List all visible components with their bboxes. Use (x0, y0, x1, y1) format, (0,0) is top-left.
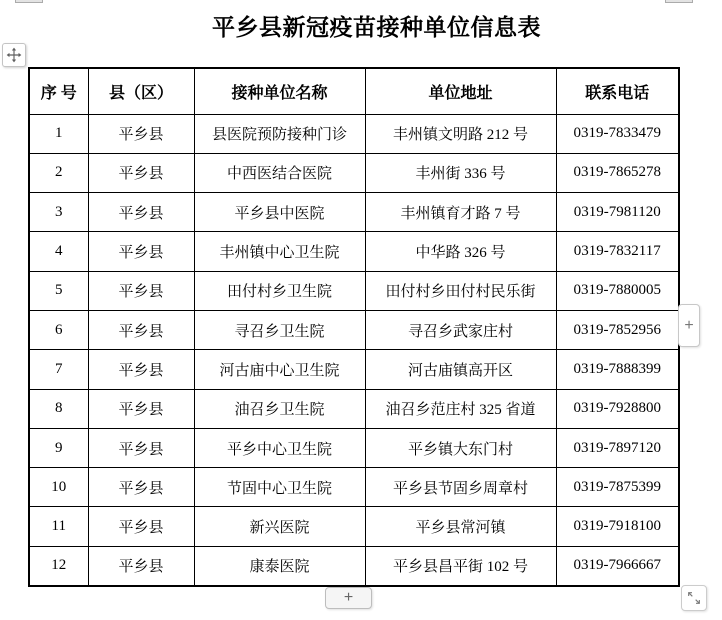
move-icon (6, 47, 22, 63)
table-cell[interactable]: 6 (29, 310, 88, 349)
column-header[interactable]: 县（区） (88, 68, 194, 114)
table-cell[interactable]: 平乡县 (88, 350, 194, 389)
table-cell[interactable]: 丰州街 336 号 (365, 153, 556, 192)
table-cell[interactable]: 田付村乡卫生院 (194, 271, 365, 310)
plus-icon: + (684, 316, 694, 334)
table-row (29, 507, 679, 546)
table-cell[interactable]: 5 (29, 271, 88, 310)
table-cell[interactable]: 12 (29, 546, 88, 585)
table-cell[interactable]: 平乡中心卫生院 (194, 428, 365, 467)
table-header-row (29, 68, 679, 114)
table-cell[interactable]: 平乡镇大东门村 (365, 428, 556, 467)
table-cell[interactable]: 中西医结合医院 (194, 153, 365, 192)
table-cell[interactable]: 平乡县 (88, 232, 194, 271)
table-cell[interactable]: 0319-7852956 (556, 310, 679, 349)
table-cell[interactable]: 0319-7918100 (556, 507, 679, 546)
column-header[interactable]: 接种单位名称 (194, 68, 365, 114)
table-cell[interactable]: 平乡县昌平街 102 号 (365, 546, 556, 585)
table-cell[interactable]: 平乡县 (88, 546, 194, 585)
table-cell[interactable]: 7 (29, 350, 88, 389)
table-body (29, 114, 679, 586)
table-resize-handle[interactable] (681, 585, 707, 611)
table-cell[interactable]: 田付村乡田付村民乐街 (365, 271, 556, 310)
document-title: 平乡县新冠疫苗接种单位信息表 (212, 15, 541, 40)
plus-icon: + (343, 589, 354, 606)
column-header[interactable]: 单位地址 (365, 68, 556, 114)
table-row (29, 310, 679, 349)
table-cell[interactable]: 县医院预防接种门诊 (194, 114, 365, 153)
table-cell[interactable]: 0319-7966667 (556, 546, 679, 585)
table-cell[interactable]: 寻召乡卫生院 (194, 310, 365, 349)
table-cell[interactable]: 8 (29, 389, 88, 428)
column-header[interactable]: 序 号 (29, 68, 88, 114)
table-row (29, 232, 679, 271)
top-edge-fragment-left (15, 0, 43, 3)
table-cell[interactable]: 0319-7928800 (556, 389, 679, 428)
table-cell[interactable]: 2 (29, 153, 88, 192)
table-cell[interactable]: 油召乡范庄村 325 省道 (365, 389, 556, 428)
table-cell[interactable]: 平乡县常河镇 (365, 507, 556, 546)
table-cell[interactable]: 4 (29, 232, 88, 271)
header-row (29, 68, 679, 114)
table-row (29, 193, 679, 232)
table-row (29, 350, 679, 389)
table-cell[interactable]: 平乡县 (88, 114, 194, 153)
table-cell[interactable]: 平乡县 (88, 468, 194, 507)
table-row (29, 271, 679, 310)
table-cell[interactable]: 0319-7880005 (556, 271, 679, 310)
table-cell[interactable]: 0319-7897120 (556, 428, 679, 467)
table-cell[interactable]: 河古庙镇高开区 (365, 350, 556, 389)
table-cell[interactable]: 平乡县 (88, 428, 194, 467)
table-cell[interactable]: 中华路 326 号 (365, 232, 556, 271)
table-cell[interactable]: 1 (29, 114, 88, 153)
column-header[interactable]: 联系电话 (556, 68, 679, 114)
table-cell[interactable]: 9 (29, 428, 88, 467)
table-move-handle[interactable] (2, 43, 26, 67)
table-cell[interactable]: 平乡县 (88, 507, 194, 546)
table-cell[interactable]: 11 (29, 507, 88, 546)
table-cell[interactable]: 平乡县节固乡周章村 (365, 468, 556, 507)
table-row (29, 546, 679, 585)
table-cell[interactable]: 3 (29, 193, 88, 232)
vaccination-units-table (28, 67, 680, 587)
table-cell[interactable]: 0319-7832117 (556, 232, 679, 271)
table-cell[interactable]: 康泰医院 (194, 546, 365, 585)
table-cell[interactable]: 丰州镇文明路 212 号 (365, 114, 556, 153)
table-cell[interactable]: 平乡县 (88, 310, 194, 349)
table-row (29, 114, 679, 153)
table-row (29, 389, 679, 428)
add-column-button[interactable] (678, 304, 700, 347)
table-cell[interactable]: 寻召乡武家庄村 (365, 310, 556, 349)
table-cell[interactable]: 丰州镇育才路 7 号 (365, 193, 556, 232)
resize-diagonal-icon (686, 590, 702, 606)
add-row-button[interactable] (325, 587, 372, 609)
table-cell[interactable]: 0319-7833479 (556, 114, 679, 153)
table-row (29, 153, 679, 192)
table-cell[interactable]: 0319-7875399 (556, 468, 679, 507)
table-cell[interactable]: 平乡县 (88, 193, 194, 232)
table-row (29, 428, 679, 467)
table-cell[interactable]: 平乡县 (88, 271, 194, 310)
table-row (29, 468, 679, 507)
table-cell[interactable]: 新兴医院 (194, 507, 365, 546)
top-edge-fragment-right (665, 0, 693, 3)
table-cell[interactable]: 10 (29, 468, 88, 507)
table-cell[interactable]: 丰州镇中心卫生院 (194, 232, 365, 271)
table-cell[interactable]: 0319-7981120 (556, 193, 679, 232)
table-cell[interactable]: 平乡县 (88, 153, 194, 192)
table-cell[interactable]: 平乡县 (88, 389, 194, 428)
table-cell[interactable]: 河古庙中心卫生院 (194, 350, 365, 389)
table-cell[interactable]: 0319-7888399 (556, 350, 679, 389)
table-cell[interactable]: 油召乡卫生院 (194, 389, 365, 428)
table-cell[interactable]: 0319-7865278 (556, 153, 679, 192)
table-cell[interactable]: 平乡县中医院 (194, 193, 365, 232)
table-cell[interactable]: 节固中心卫生院 (194, 468, 365, 507)
